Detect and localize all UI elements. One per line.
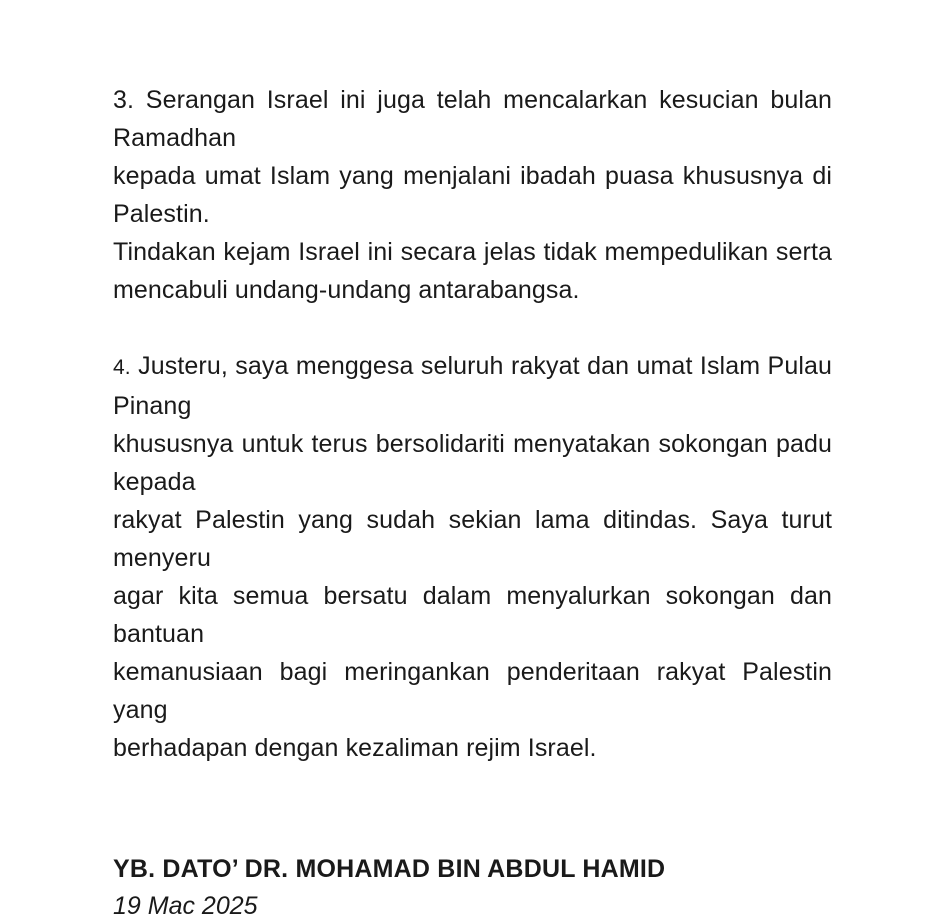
- paragraph-number: 4.: [113, 356, 131, 379]
- paragraph: [113, 81, 832, 309]
- document-body: [113, 81, 832, 924]
- paragraph-line: agar kita semua bersatu dalam menyalurkan sokongan dan bantuan: [113, 582, 832, 648]
- signature-date: 19 Mac 2025: [113, 892, 258, 920]
- paragraph-line: kemanusiaan bagi meringankan penderitaan rakyat Palestin yang: [113, 658, 832, 724]
- paragraph-line: 3. Serangan Israel ini juga telah mencalarkan kesucian bulan Ramadhan: [113, 86, 832, 152]
- paragraph-line: mencabuli undang-undang antarabangsa.: [113, 276, 580, 304]
- paragraph: [113, 347, 832, 767]
- paragraph-line: khususnya untuk terus bersolidariti menyatakan sokongan padu kepada: [113, 430, 832, 496]
- signature-name: YB. DATO’ DR. MOHAMAD BIN ABDUL HAMID: [113, 855, 666, 883]
- paragraph-line: 4. Justeru, saya menggesa seluruh rakyat dan umat Islam Pulau Pinang: [113, 352, 832, 420]
- paragraph-number: 3.: [113, 86, 135, 114]
- paragraphs: [113, 81, 832, 767]
- paragraph-line: rakyat Palestin yang sudah sekian lama ditindas. Saya turut menyeru: [113, 506, 832, 572]
- paragraph-line: berhadapan dengan kezaliman rejim Israel.: [113, 734, 597, 762]
- paragraph-line: kepada umat Islam yang menjalani ibadah puasa khususnya di Palestin.: [113, 162, 832, 228]
- signature-block: [113, 850, 832, 924]
- paragraph-line: Tindakan kejam Israel ini secara jelas tidak mempedulikan serta: [113, 238, 832, 266]
